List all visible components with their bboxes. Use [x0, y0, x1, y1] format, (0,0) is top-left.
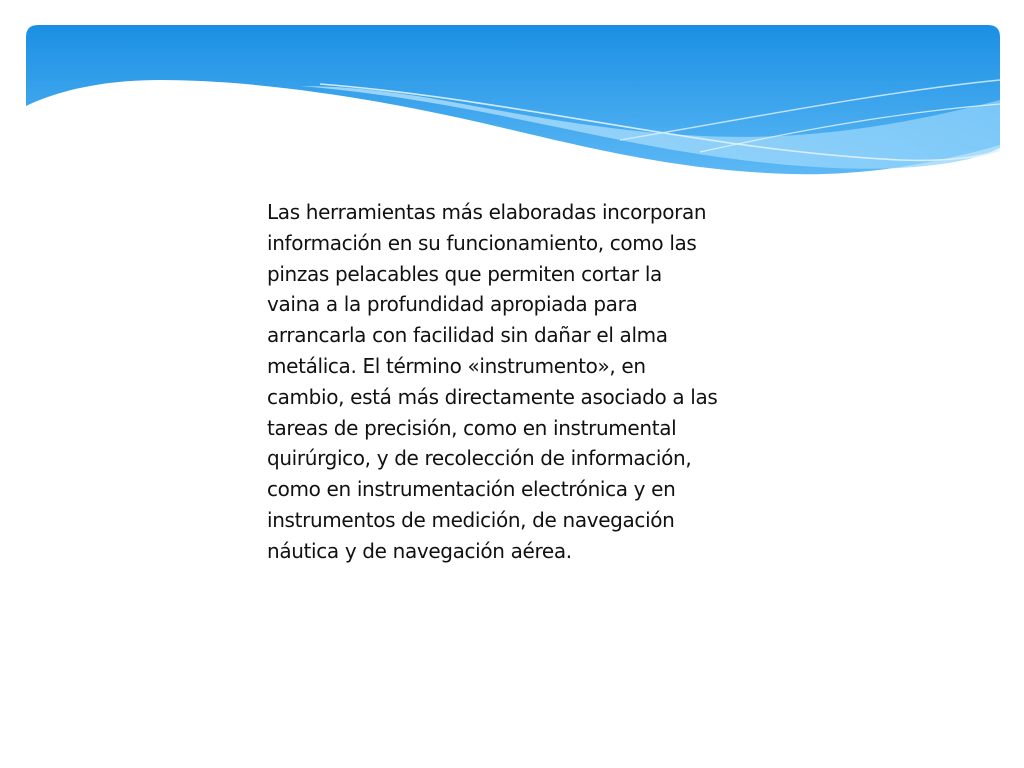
body-line: pinzas pelacables que permiten cortar la — [267, 261, 662, 286]
body-paragraph — [267, 197, 767, 567]
body-line: náutica y de navegación aérea. — [267, 538, 572, 563]
body-line: cambio, está más directamente asociado a las — [267, 384, 718, 409]
body-line: tareas de precisión, como en instrumental — [267, 415, 677, 440]
body-line: arrancarla con facilidad sin dañar el alma — [267, 323, 668, 348]
body-line: instrumentos de medición, de navegación — [267, 507, 675, 532]
body-line: quirúrgico, y de recolección de información, — [267, 446, 692, 471]
wave-header-banner — [0, 0, 1024, 200]
body-line: metálica. El término «instrumento», en — [267, 353, 646, 378]
body-line: vaina a la profundidad apropiada para — [267, 292, 638, 317]
body-line: información en su funcionamiento, como las — [267, 230, 697, 255]
body-line: como en instrumentación electrónica y en — [267, 477, 676, 502]
body-line: Las herramientas más elaboradas incorporan — [267, 200, 707, 224]
